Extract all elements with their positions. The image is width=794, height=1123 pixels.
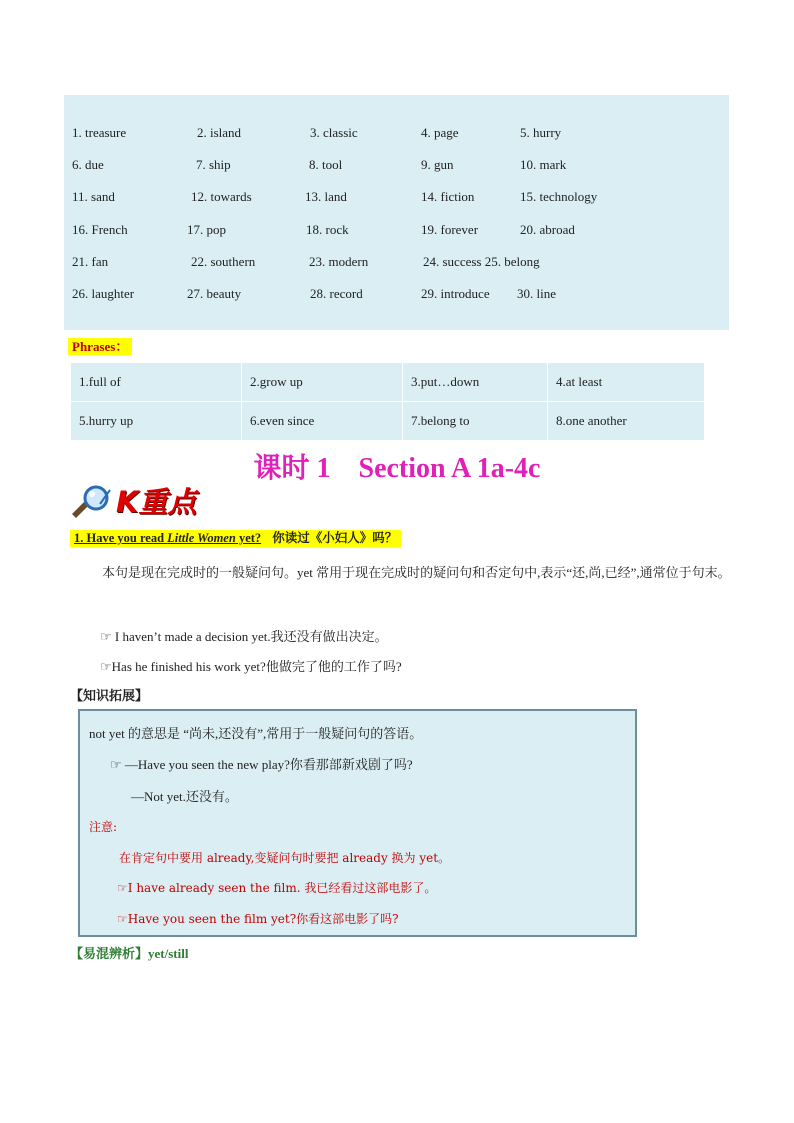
vocab-item: 11. sand	[72, 189, 115, 204]
phrase-cell: 3.put…down	[403, 363, 548, 402]
vocab-row	[64, 286, 729, 306]
dialog-question: ☞ —Have you seen the new play?你看那部新戏剧了吗?	[110, 757, 413, 772]
vocab-item: 3. classic	[310, 125, 358, 140]
key-point-label: K重点	[116, 485, 197, 519]
note-label: 注意:	[89, 820, 118, 834]
vocab-item: 22. southern	[191, 254, 256, 269]
dialog-answer: —Not yet.还没有。	[131, 789, 238, 804]
phrase-cell: 7.belong to	[403, 402, 548, 441]
phrase-cell: 2.grow up	[242, 363, 403, 402]
key-point-heading	[70, 484, 215, 520]
vocab-item: 6. due	[72, 157, 104, 172]
vocab-item: 4. page	[421, 125, 459, 140]
vocab-item: 19. forever	[421, 222, 479, 237]
extension-box	[78, 709, 637, 937]
vocab-row	[64, 157, 729, 177]
vocab-item: 30. line	[517, 286, 556, 301]
vocab-item: 12. towards	[191, 189, 252, 204]
phrase-cell: 4.at least	[548, 363, 705, 402]
note-text: 在肯定句中要用 already,变疑问句时要把 already 换为 yet。	[119, 851, 451, 865]
vocab-item: 15. technology	[520, 189, 598, 204]
vocab-row	[64, 222, 729, 242]
vocab-row	[64, 125, 729, 145]
note-example: ☞I have already seen the film. 我已经看过这部电影了。	[117, 881, 437, 895]
table-row	[71, 363, 705, 402]
vocabulary-box	[64, 95, 729, 330]
vocab-item: 18. rock	[306, 222, 349, 237]
vocab-item: 20. abroad	[520, 222, 575, 237]
vocab-item: 13. land	[305, 189, 347, 204]
vocab-item: 14. fiction	[421, 189, 475, 204]
vocab-item: 7. ship	[196, 157, 231, 172]
book-title: Little Women	[167, 531, 236, 545]
vocab-item: 29. introduce	[421, 286, 490, 301]
phrases-label: Phrases：	[68, 338, 132, 355]
vocab-item: 17. pop	[187, 222, 226, 237]
vocab-item: 24. success 25. belong	[423, 254, 540, 269]
vocab-item: 10. mark	[520, 157, 567, 172]
question-text: 1. Have you read	[74, 531, 168, 545]
phrases-table	[70, 362, 705, 441]
lesson-title: 课时 1 Section A 1a-4c	[253, 453, 541, 484]
vocab-item: 27. beauty	[187, 286, 242, 301]
vocab-item: 16. French	[72, 222, 128, 237]
vocab-item: 26. laughter	[72, 286, 135, 301]
vocab-item: 21. fan	[72, 254, 109, 269]
confusable-label: 【易混辨析】yet/still	[70, 946, 189, 961]
phrase-cell: 8.one another	[548, 402, 705, 441]
magnifier-icon	[70, 484, 116, 520]
vocab-item: 23. modern	[309, 254, 369, 269]
explanation-text: 本句是现在完成时的一般疑问句。yet 常用于现在完成时的疑问句和否定句中,表示“还,尚,已经”,通常位于句末。	[102, 565, 731, 580]
table-row	[71, 402, 705, 441]
question-text: yet?	[235, 531, 262, 545]
question-heading	[70, 530, 401, 547]
vocab-row	[64, 254, 729, 274]
extension-intro: not yet 的意思是 “尚未,还没有”,常用于一般疑问句的答语。	[89, 726, 423, 741]
extension-label: 【知识拓展】	[70, 688, 149, 703]
vocab-item: 1. treasure	[72, 125, 127, 140]
vocab-row	[64, 189, 729, 209]
vocab-item: 28. record	[310, 286, 363, 301]
vocab-item: 5. hurry	[520, 125, 562, 140]
phrase-cell: 1.full of	[71, 363, 242, 402]
phrase-cell: 5.hurry up	[71, 402, 242, 441]
example-sentence: ☞Has he finished his work yet?他做完了他的工作了吗?	[100, 659, 402, 674]
example-sentence: ☞ I haven’t made a decision yet.我还没有做出决定。	[100, 629, 388, 644]
question-english	[74, 531, 269, 545]
vocab-item: 9. gun	[421, 157, 454, 172]
vocab-item: 8. tool	[309, 157, 343, 172]
note-example: ☞Have you seen the film yet?你看这部电影了吗?	[117, 912, 399, 926]
question-chinese: 你读过《小妇人》吗？	[272, 531, 398, 545]
vocab-item: 2. island	[197, 125, 242, 140]
phrase-cell: 6.even since	[242, 402, 403, 441]
